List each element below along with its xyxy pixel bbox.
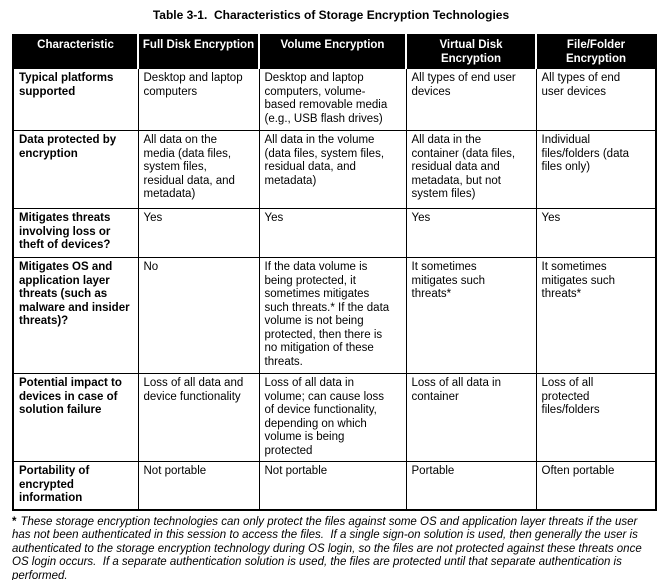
table-cell: All data in the container (data files, residual data and metadata, but not system files) <box>406 131 536 209</box>
table-cell: It sometimes mitigates such threats* <box>406 258 536 374</box>
row-header-cell: Mitigates threats involving loss or theft of devices? <box>13 209 138 258</box>
table-cell: All data on the media (data files, system files, residual data, and metadata) <box>138 131 259 209</box>
table-row <box>13 258 656 374</box>
table-cell: Desktop and laptop computers <box>138 69 259 131</box>
table-cell: Loss of all data in volume; can cause loss of device functionality, depending on which volume is being protected <box>259 374 406 462</box>
table-cell: All data in the volume (data files, system files, residual data, and metadata) <box>259 131 406 209</box>
table-cell: All types of end user devices <box>536 69 656 131</box>
table-title: Table 3-1. Characteristics of Storage Encryption Technologies <box>152 8 510 22</box>
row-header-cell: Data protected by encryption <box>13 131 138 209</box>
table-cell: Yes <box>536 209 656 258</box>
table-cell: Individual files/folders (data files only) <box>536 131 656 209</box>
column-header-volume-encryption: Volume Encryption <box>259 35 406 69</box>
header-row <box>13 35 656 69</box>
row-header-cell: Portability of encrypted information <box>13 462 138 510</box>
column-header-full-disk-encryption: Full Disk Encryption <box>138 35 259 69</box>
column-header-characteristic: Characteristic <box>13 35 138 69</box>
table-cell: If the data volume is being protected, it sometimes mitigates such threats.* If the data volume is not being protected, then there is no mitigation of these threats. <box>259 258 406 374</box>
table-cell: Not portable <box>259 462 406 510</box>
table-cell: Portable <box>406 462 536 510</box>
table-cell: Yes <box>406 209 536 258</box>
table-cell: Often portable <box>536 462 656 510</box>
table-cell: Desktop and laptop computers, volume-based removable media (e.g., USB flash drives) <box>259 69 406 131</box>
table-row <box>13 131 656 209</box>
table-cell: Yes <box>138 209 259 258</box>
table-cell: Loss of all data in container <box>406 374 536 462</box>
table-row <box>13 209 656 258</box>
row-header-cell: Mitigates OS and application layer threats (such as malware and insider threats)? <box>13 258 138 374</box>
table-row <box>13 462 656 510</box>
table-cell: Yes <box>259 209 406 258</box>
table-cell: Loss of all data and device functionality <box>138 374 259 462</box>
table-cell: It sometimes mitigates such threats* <box>536 258 656 374</box>
table-row <box>13 374 656 462</box>
table-cell: No <box>138 258 259 374</box>
table-row <box>13 69 656 131</box>
table-cell: All types of end user devices <box>406 69 536 131</box>
footnote-marker: * <box>12 515 17 528</box>
storage-encryption-table <box>12 34 657 511</box>
column-header-file-folder-encryption: File/Folder Encryption <box>536 35 656 69</box>
table-cell: Not portable <box>138 462 259 510</box>
row-header-cell: Potential impact to devices in case of solution failure <box>13 374 138 462</box>
table-cell: Loss of all protected files/folders <box>536 374 656 462</box>
table-footnote <box>12 516 655 580</box>
footnote-text: These storage encryption technologies can only protect the files against some OS and application layer threats if the user has not been authenticated in this session to access the files. If a single sign-on solution is used, then generally the user is authenticated to the storage encryption technology during OS login, so the files are not protected against these threats once OS login occurs. If a separate authentication solution is used, the files are protected until that separate authentication is performed. <box>12 515 645 580</box>
column-header-virtual-disk-encryption: Virtual Disk Encryption <box>406 35 536 69</box>
row-header-cell: Typical platforms supported <box>13 69 138 131</box>
